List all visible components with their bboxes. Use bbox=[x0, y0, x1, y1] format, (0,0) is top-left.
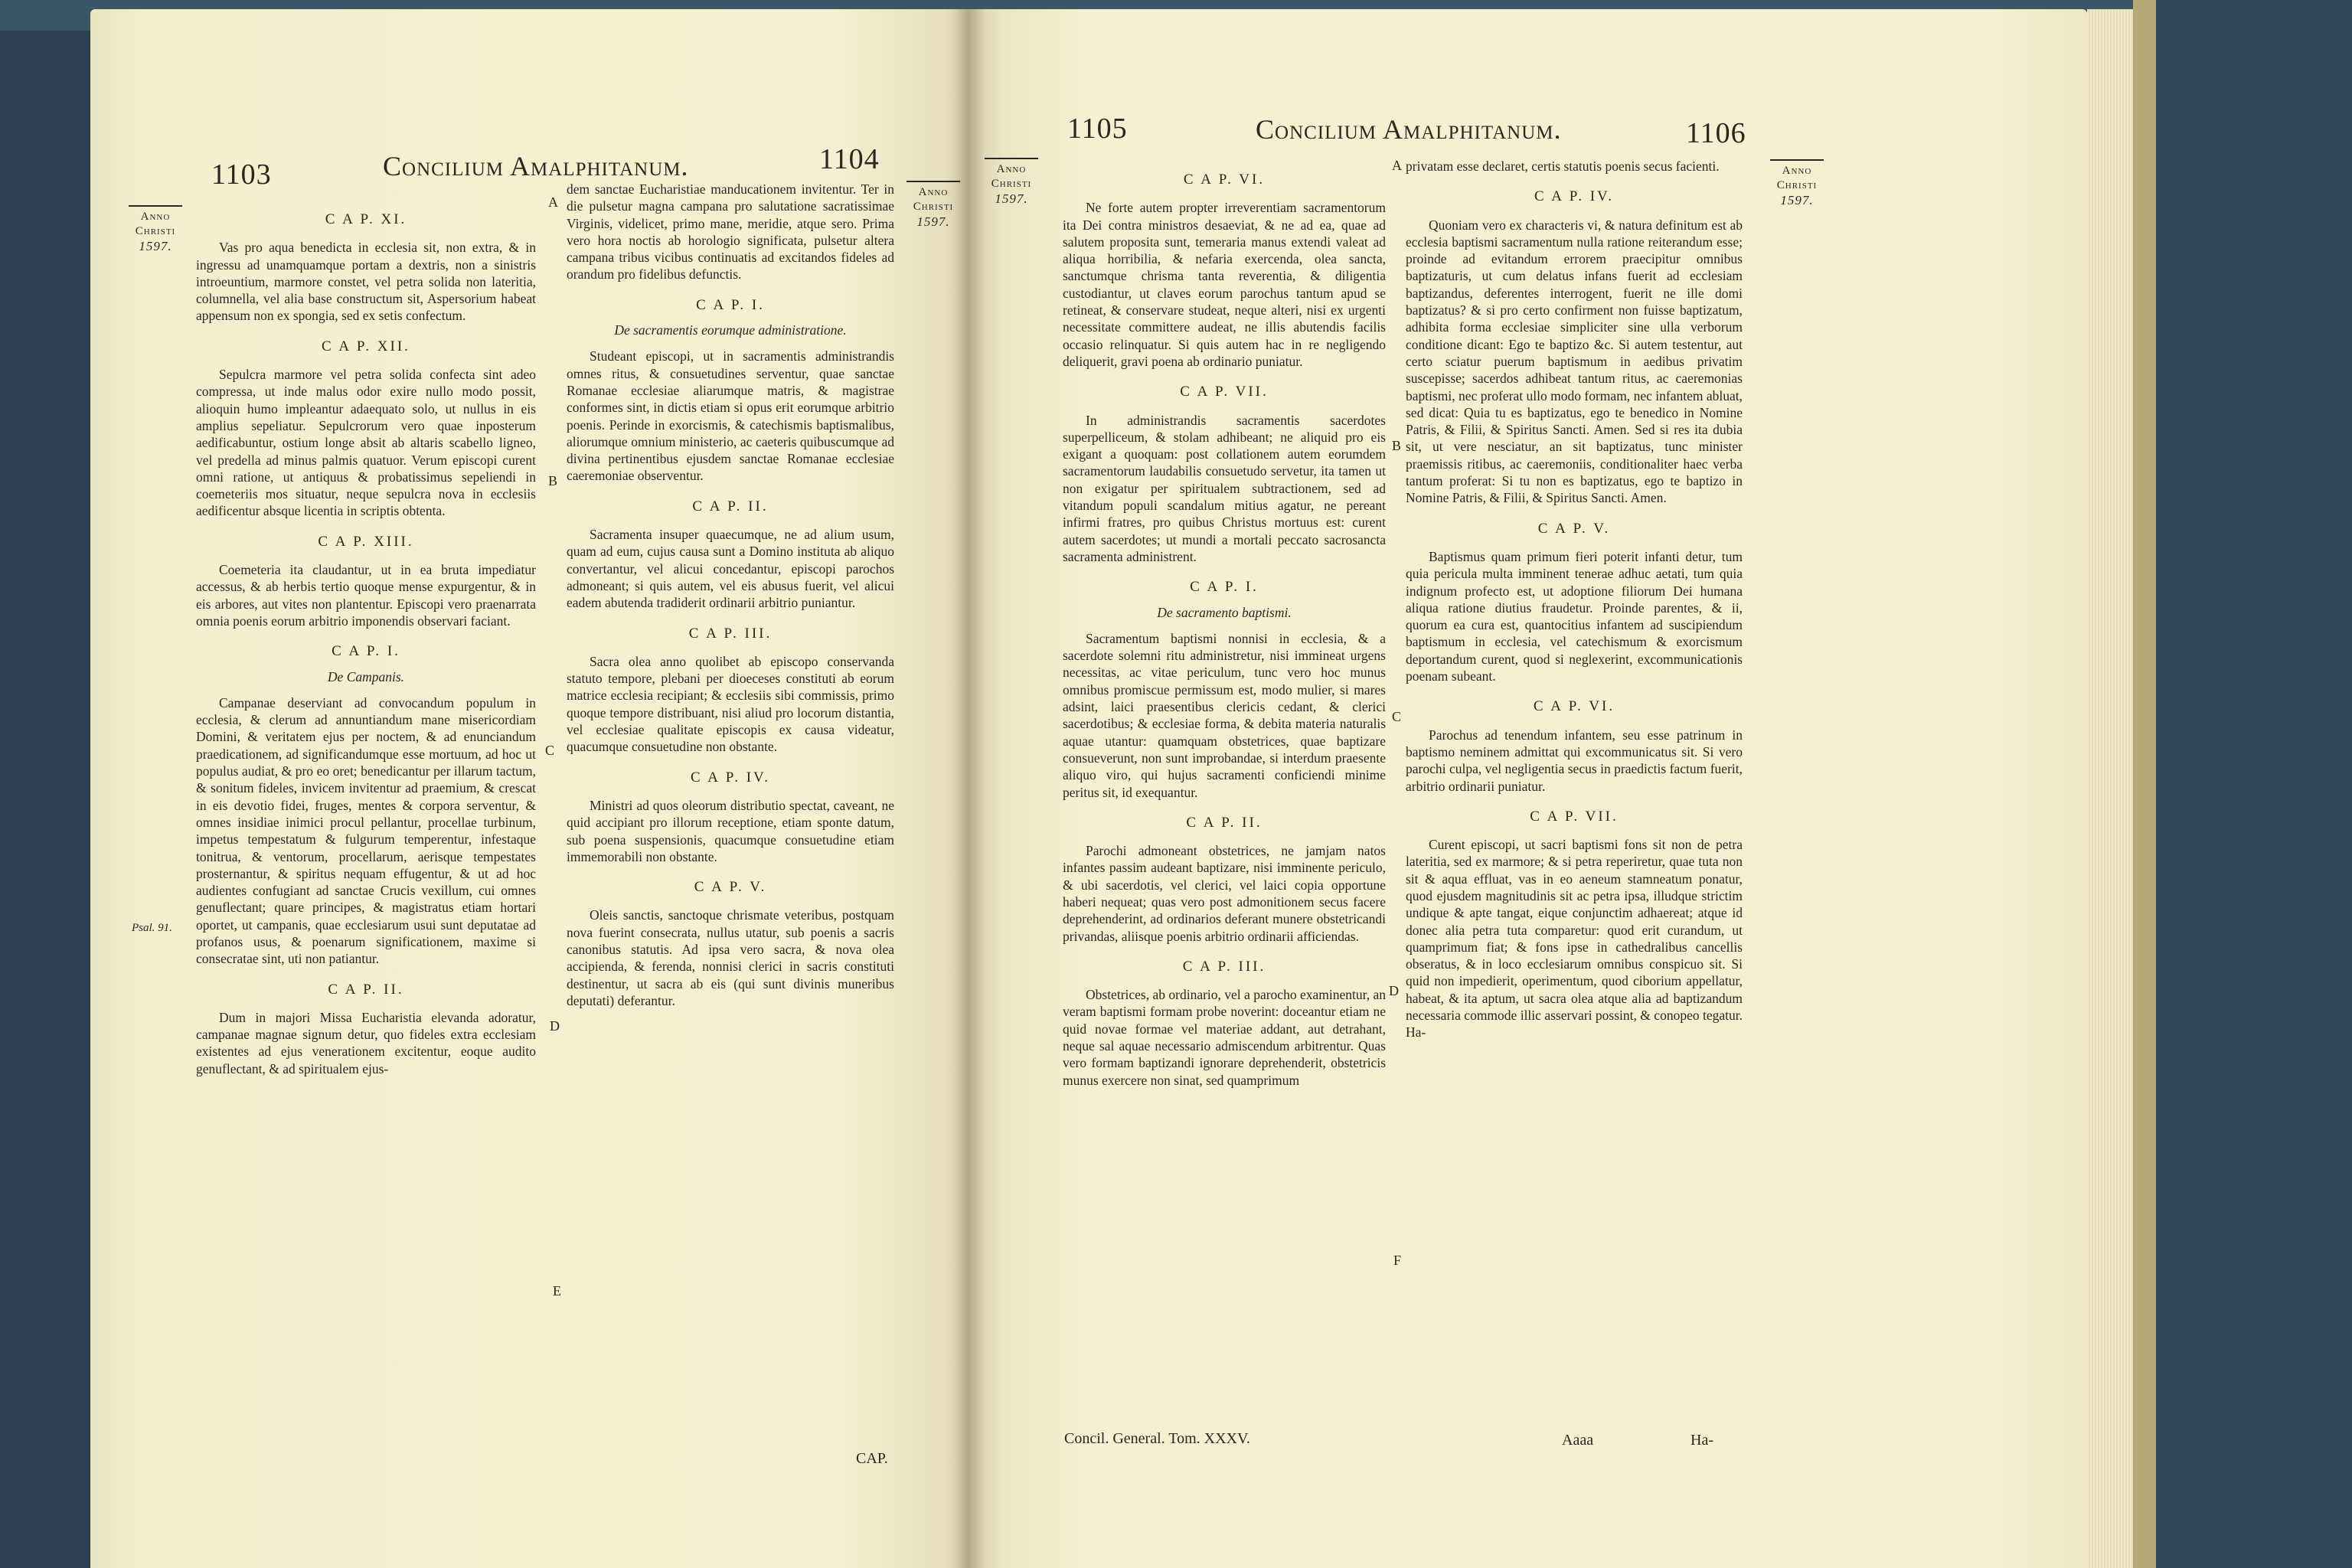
paragraph: Vas pro aqua benedicta in ecclesia sit, non extra, & in ingressu ad unamquamque portam a dextris, non a sinistris introeuntium, marmore constet, vel petra solida non lateritia, columnella, vel alia base constructum sit, Aspersorium habeat appensum non ex spongia, sed ex setis confectum. bbox=[196, 240, 536, 324]
chapter-heading: C A P. II. bbox=[1186, 814, 1263, 831]
chapter-heading: C A P. VI. bbox=[1183, 172, 1266, 188]
christi-label: Christi bbox=[913, 201, 954, 213]
section-marker-b: B bbox=[1392, 438, 1402, 453]
chapter-heading: C A P. XI. bbox=[325, 211, 407, 227]
section-marker-a: A bbox=[1392, 158, 1402, 173]
anno-rule bbox=[985, 158, 1038, 159]
christi-label: Christi bbox=[1776, 179, 1818, 191]
section-subtitle: De sacramento baptismi. bbox=[1157, 604, 1292, 620]
anno-rule bbox=[1770, 159, 1824, 161]
page-number-1105: 1105 bbox=[1067, 113, 1128, 145]
chapter-heading: C A P. I. bbox=[696, 296, 765, 313]
running-title-left: Concilium Amalphitanum. bbox=[383, 151, 689, 181]
paragraph: Curent episcopi, ut sacri baptismi fons sit non de petra lateritia, sed ex marmore; & si petra reperiretur, quae tuta non sit & aqua effluat, vas in eo aeneum stamneatum ponatur, quod ejusdem magnitudinis sit ac petra ipsa, illudque strictim undique & apte tangat, eique conjunctim adhaereat; atque id donec alia petra tuta comparetur: quod erit curandum, ut quamprimum fiat; & fons ipse in cathedralibus cancellis obseratus, & in loco ecclesiarum omnibus conspicuo sit. Si quid non impedierit, operimentum, quod ciborium appellatur, habeat, & ita aptum, ut sacra olea atque alia ad baptizandum necessaria commode illic asservari possint, & conopeo tegatur. Ha- bbox=[1406, 837, 1743, 1040]
chapter-heading: C A P. II. bbox=[328, 981, 404, 998]
page-number-1104: 1104 bbox=[819, 143, 880, 175]
chapter-heading: C A P. XIII. bbox=[318, 533, 414, 550]
chapter-heading: C A P. VII. bbox=[1180, 384, 1269, 400]
chapter-heading: C A P. V. bbox=[1537, 520, 1611, 537]
chapter-heading: C A P. I. bbox=[1190, 579, 1259, 596]
anno-label: Anno bbox=[918, 186, 949, 198]
paragraph: Sacra olea anno quolibet ab episcopo conservanda statuto tempore, plebani per dioeceses constituti ab eorum matrice ecclesia recipiant; & ecclesiis sibi commissis, primo quoque tempore distribuant, nisi aliud pro locorum distantia, vel ecclesiae qualitate episcopis ex causa videatur, quacumque consuetudine non obstante. bbox=[567, 653, 894, 755]
paragraph: Ministri ad quos oleorum distributio spectat, caveant, ne quid accipiant pro illorum receptione, etiam sponte datum, sub poena suspensionis, quacumque consuetudine etiam immemorabili non obstante. bbox=[567, 797, 894, 864]
anno-label: Anno bbox=[1782, 165, 1812, 177]
paragraph: Sepulcra marmore vel petra solida confecta sint adeo compressa, ut inde malus odor exire nullo modo possit, alioquin humo impleantur adaequato solo, ut nullus in eis amplius sepeliatur. Sepulcrorum vero quae inposterum aedificabuntur, ostium longe absit ab altaris scabello ligneo, vel predella ad minus palmis quatuor. Verum episcopi curent omni ratione, ut antiquus & probatissimus sepeliendi in coemeteriis mos situatur, neque sepulcra nova in ecclesiis aedificentur absque licentia in scriptis obtenta. bbox=[196, 367, 536, 519]
section-marker-b: B bbox=[548, 473, 558, 488]
chapter-heading: C A P. III. bbox=[688, 625, 773, 642]
continued-paragraph: dem sanctae Eucharistiae manducationem invitentur. Ter in die pulsetur magna campana pro salutatione sacratissimae Virginis, videlicet, primo mane, meridie, atque sero. Prima vero hora noctis ab horologio significata, pulsetur altera campana tribus vicibus continuatis ad excitandos fideles ad orandum pro fidelibus defunctis. bbox=[567, 181, 894, 283]
page-number-1106: 1106 bbox=[1686, 117, 1746, 149]
christi-label: Christi bbox=[135, 225, 176, 237]
section-marker-c: C bbox=[1392, 709, 1402, 724]
section-marker-a: A bbox=[548, 194, 558, 210]
chapter-heading: C A P. IV. bbox=[690, 769, 771, 786]
left-page-column-1 bbox=[196, 198, 536, 1085]
page-edges bbox=[2087, 9, 2133, 1568]
chapter-heading: C A P. III. bbox=[1182, 958, 1266, 975]
paragraph: Sacramenta insuper quaecumque, ne ad alium usum, quam ad eum, cujus causa sunt a Domino instituta ab aliquo convertantur, vel alicui concedantur, episcopi parochos admoneant; si quis autem, vel eis abusus fuerit, vel alicui eadem abutenda tradiderit ordinarii arbitrio puniantur. bbox=[567, 527, 894, 611]
running-title-right: Concilium Amalphitanum. bbox=[1256, 114, 1562, 145]
paragraph: Sacramentum baptismi nonnisi in ecclesia, & a sacerdote solemni ritu administretur, nisi immineat urgens necessitas, ac vitae periculum, tunc vero hoc munus omnibus promiscue permissum est, modo mulier, si mares adsint, laici praesentibus clericis cedant, & clerici sacerdotibus; & ecclesiae forma, & debita materia naturalis aquae utantur: quamquam obstetrices, quae baptizare consueverunt, non sunt improbandae, si interdum praesente aliquo viro, qui hujus sacramenti conficiendi minime peritus sit, id exequantur. bbox=[1063, 630, 1386, 800]
anno-year: 1597. bbox=[1780, 193, 1814, 207]
anno-label: Anno bbox=[140, 211, 171, 223]
catchword-left: CAP. bbox=[856, 1450, 888, 1467]
chapter-heading: C A P. V. bbox=[694, 879, 767, 896]
paragraph: Studeant episcopi, ut in sacramentis administrandis omnes ritus, & consuetudines serventur, quae sanctae Romanae ecclesiae aliarumque matris, & magistrae conformes sint, in dictis etiam si opus erit eorumque arbitrio poenis. Perinde in exorcismis, & catechismis baptismalibus, aliorumque omnium ministerio, ac caeteris quibuscumque ad divina pertinentibus ejusdem sanctae Romanae ecclesiae caeremoniae observentur. bbox=[567, 348, 894, 484]
anno-label: Anno bbox=[996, 163, 1027, 175]
anno-year: 1597. bbox=[916, 214, 950, 229]
chapter-heading: C A P. IV. bbox=[1534, 188, 1615, 205]
chapter-heading: C A P. XII. bbox=[322, 338, 410, 354]
christi-label: Christi bbox=[991, 178, 1032, 190]
paragraph: Oleis sanctis, sanctoque chrismate veteribus, postquam nova fuerint consecrata, nullus utatur, sub poenis a sacris canonibus statutis. Ad ipsa vero sacra, & nova olea accipienda, & ferenda, nonnisi clerici in sacris constituti destinentur, ut sacra ab eis (qui sunt divinis muneribus deputati) deferantur. bbox=[567, 907, 894, 1008]
chapter-heading: C A P. II. bbox=[692, 498, 769, 514]
anno-christi-right-gutter bbox=[977, 158, 1046, 206]
psalm-side-note: Psal. 91. bbox=[132, 922, 172, 934]
paragraph: In administrandis sacramentis sacerdotes superpelliceum, & stolam adhibeant; ne aliquid pro eis exigant a quoquam: post collationem autem eorumdem sacramentorum laudabilis consuetudo servetur, ita tamen ut non exigatur per spiritualem subtractionem, sed ad vitandum populi scandalum mitius agatur, ne pereant infirmi fratres, pro quibus Christus mortuus est: curent autem sacerdotes; ut mundi a mortali peccato sacrosancta sacramenta administrent. bbox=[1063, 412, 1386, 564]
section-marker-f: F bbox=[1393, 1253, 1402, 1268]
anno-christi-right-margin bbox=[1762, 159, 1831, 207]
anno-rule bbox=[129, 205, 182, 207]
right-page-column-2 bbox=[1406, 158, 1743, 1049]
paragraph: Coemeteria ita claudantur, ut in ea bruta impediatur accessus, & ab herbis tertio quoque mense expurgentur, & in eis arbores, aut vites non plantentur. Episcopi vero praenarrata omnia poenis eorum arbitrio imponendis observari faciant. bbox=[196, 562, 536, 629]
section-subtitle: De sacramentis eorumque administratione. bbox=[614, 322, 847, 338]
paragraph: Parochi admoneant obstetrices, ne jamjam natos infantes passim audeant baptizare, nisi imminente periculo, & ubi sacerdotis, vel clerici, vel laici copia opportune haberi nequeat; quas vero post admonitionem secus facere deprehenderint, ad ordinarios deferant munere obstetricandi privandas, aliisque poenis arbitrio ordinarii afficiendas. bbox=[1063, 843, 1386, 944]
catchword-right: Ha- bbox=[1690, 1432, 1713, 1449]
section-marker-d: D bbox=[1389, 983, 1399, 998]
anno-year: 1597. bbox=[995, 191, 1028, 206]
book-cover-edge bbox=[2133, 0, 2156, 1568]
page-number-1103: 1103 bbox=[211, 158, 272, 191]
paragraph: Campanae deserviant ad convocandum populum in ecclesia, & clerum ad annuntiandum mane misericordiam Domini, & veritatem ejus per noctem, & ad enunciandum praedicationem, ad significandumque esse mortuum, ad hoc ut populus audiat, & pro eo oret; benedicantur per illarum tactum, & sonitum fideles, invicem invitentur ad praemium, & crescat in eis devotio fidei, fruges, mentes & corpora serventur, & omnes insidiae inimici procul pellantur, procellae turbinum, impetus tempestatum & fulgurum temperentur, infestaque tonitrua, & ventorum, procellarum, aerisque tempestates prosternantur, & spiritus nequam effugentur, & ut ad hoc audientes confugiant ad sanctae Crucis vexillum, cui omnes genuflectant; quare principes, & magistratus etiam hortari oportet, ut campanis, quae ecclesiarum usui sunt deputatae ad profanos usus, & poenarum significationem, maxime si consecratae sint, uti non patiantur. bbox=[196, 694, 536, 967]
paragraph: Parochus ad tenendum infantem, seu esse patrinum in baptismo neminem admittat qui excommunicatus sit. Si vero parochi culpa, vel negligentia secus in praedictis factum fuerit, arbitrio ordinarii puniatur. bbox=[1406, 727, 1743, 794]
anno-christi-left-gutter bbox=[899, 181, 968, 229]
signature-mark: Aaaa bbox=[1562, 1432, 1594, 1449]
background-right bbox=[2156, 0, 2352, 1568]
section-subtitle: De Campanis. bbox=[327, 668, 405, 684]
paragraph: Obstetrices, ab ordinario, vel a parocho examinentur, an veram baptismi formam probe noverint: doceantur etiam ne quid novae formae vel materiae addant, aut detrahant, neque sal aquae necessario admiscendum arbitrentur. Quas vero formam baptizandi ignorare deprehenderit, obstetricis munus exercere non sinat, sed quamprimum bbox=[1063, 987, 1386, 1088]
anno-rule bbox=[906, 181, 960, 182]
paragraph: Ne forte autem propter irreverentiam sacramentorum ita Dei contra ministros desaeviat, & ne ad ea, quae ad salutem proposita sunt, temeraria manus extendi valeat ad aliqua horribilia, & nefaria exercenda, olea sancta, sanctumque chrisma tanta reverentia, & diligentia custodiantur, ut claves eorum parochus tantum apud se retineat, & conservare studeat, neque alteri, nisi ex urgenti necessitate committere audeat, ne illis abutendis facilis occasio relinquatur. Si quis autem hac in re negligendo deliquerit, gravi poena ab ordinario puniatur. bbox=[1063, 200, 1386, 369]
section-marker-d: D bbox=[550, 1018, 560, 1034]
paragraph: Dum in majori Missa Eucharistia elevanda adoratur, campanae magnae signum detur, quo fideles extra ecclesiam existentes ad ejus venerationem excitentur, eoque audito genuflectant, & ad spiritualem ejus- bbox=[196, 1009, 536, 1076]
left-page-column-2 bbox=[567, 181, 894, 1017]
paragraph: Quoniam vero ex characteris vi, & natura definitum est ab ecclesia baptismi sacramentum nulla ratione reiterandum esse; proinde ad evitandum errorem praecipitur omnibus baptizaturis, ut cum delatus infans fuerit ad ecclesiam baptizandus, deferentes interrogent, fuerit ne ille domi baptizatus? & si pro certo confirment non fuisse baptizatum, adhibita forma ecclesiae simpliciter sine ulla verborum conditione dicant: Ego te baptizo &c. Si autem testentur, aut certo sciatur puerum baptismum in aedibus privatim suscepisse; sacerdos adhibeat tantum ritus, ac caeremonias baptismi, nec proferat ullo modo formam, nec infantem abluat, sed dicat: Quia tu es baptizatus, ego te benedico in Nomine Patris, & Filii, & Spiritus Sancti. Amen. Sed si res ita dubia sit, ut vere nesciatur, an sit baptizatus, tunc minister praemissis ritibus, ac caeremoniis, conditionaliter haec verba tantum proferat: Si tu non es baptizatus, ego te baptizo in Nomine Patris, & Filii, & Spiritus Sancti. Amen. bbox=[1406, 217, 1743, 506]
chapter-heading: C A P. VII. bbox=[1530, 808, 1619, 825]
anno-year: 1597. bbox=[139, 239, 172, 253]
chapter-heading: C A P. VI. bbox=[1533, 698, 1615, 715]
section-marker-c: C bbox=[545, 743, 555, 758]
book-gutter bbox=[954, 9, 985, 1568]
anno-christi-left-margin bbox=[121, 205, 190, 253]
chapter-heading: C A P. I. bbox=[332, 643, 400, 660]
section-marker-e: E bbox=[553, 1283, 561, 1298]
continued-paragraph: privatam esse declaret, certis statutis poenis secus facienti. bbox=[1406, 158, 1720, 174]
right-page-column-1 bbox=[1063, 158, 1386, 1096]
paragraph: Baptismus quam primum fieri poterit infanti detur, tum quia pericula multa imminent tenerae adhuc aetati, tum quia indignum profecto est, ut adoptione filiorum Dei humana aliqua ratione diutius fraudetur. Proinde parentes, & ii, quorum ea cura est, quantocitius infantem ad suscipiendum baptismum in ecclesia, vel catechismum & exorcismum deportandum curent, quod si neglexerint, excommunicationis poenam subeant. bbox=[1406, 548, 1743, 684]
footer-volume: Concil. General. Tom. XXXV. bbox=[1064, 1430, 1250, 1447]
